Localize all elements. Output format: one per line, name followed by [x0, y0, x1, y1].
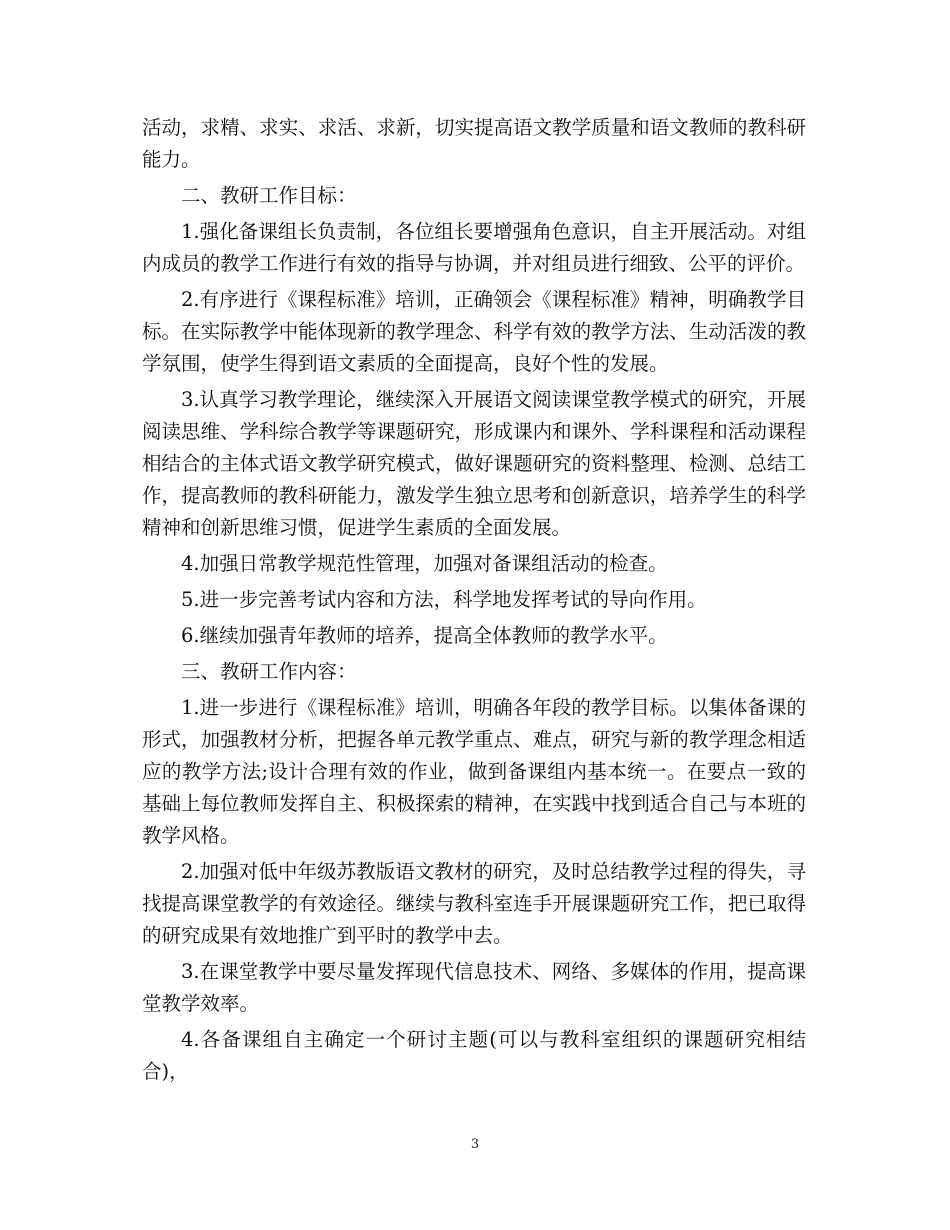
- paragraph: 6.继续加强青年教师的培养，提高全体教师的教学水平。: [181, 624, 668, 647]
- paragraph: 4.各备课组自主确定一个研讨主题(可以与教科室组织的课题研究相结合)，: [142, 1028, 806, 1083]
- paragraph: 1.进一步进行《课程标准》培训，明确各年段的教学目标。以集体备课的形式，加强教材分析，把握各单元教学重点、难点，研究与新的教学理念相适应的教学方法;设计合理有效的作业，做到备课组内基本统一。在要点一致的基础上每位教师发挥自主、积极探索的精神，在实践中找到适合自己与本班的教学风格。: [142, 696, 806, 847]
- paragraph: 活动，求精、求实、求活、求新，切实提高语文教学质量和语文教师的教科研能力。: [142, 116, 806, 171]
- paragraph: 4.加强日常教学规范性管理，加强对备课组活动的检查。: [181, 552, 668, 575]
- paragraph: 3.在课堂教学中要尽量发挥现代信息技术、网络、多媒体的作用，提高课堂教学效率。: [142, 960, 806, 1015]
- section-heading: 三、教研工作内容：: [181, 660, 357, 683]
- paragraph: 1.强化备课组长负责制，各位组长要增强角色意识，自主开展活动。对组内成员的教学工作进行有效的指导与协调，并对组员进行细致、公平的评价。: [142, 220, 806, 275]
- paragraph: 5.进一步完善考试内容和方法，科学地发挥考试的导向作用。: [181, 588, 707, 611]
- paragraph: 3.认真学习教学理论，继续深入开展语文阅读课堂教学模式的研究，开展阅读思维、学科综合教学等课题研究，形成课内和课外、学科课程和活动课程相结合的主体式语文教学研究模式，做好课题研究的资料整理、检测、总结工作，提高教师的教科研能力，激发学生独立思考和创新意识，培养学生的科学精神和创新思维习惯，促进学生素质的全面发展。: [142, 388, 806, 539]
- document-body: [142, 112, 806, 1092]
- page-number: 3: [470, 1137, 480, 1152]
- section-heading: 二、教研工作目标：: [181, 184, 357, 207]
- paragraph: 2.加强对低中年级苏教版语文教材的研究，及时总结教学过程的得失，寻找提高课堂教学的有效途径。继续与教科室连手开展课题研究工作，把已取得的研究成果有效地推广到平时的教学中去。: [142, 860, 806, 947]
- paragraph: 2.有序进行《课程标准》培训，正确领会《课程标准》精神，明确教学目标。在实际教学中能体现新的教学理念、科学有效的教学方法、生动活泼的教学氛围，使学生得到语文素质的全面提高，良好个性的发展。: [142, 288, 806, 375]
